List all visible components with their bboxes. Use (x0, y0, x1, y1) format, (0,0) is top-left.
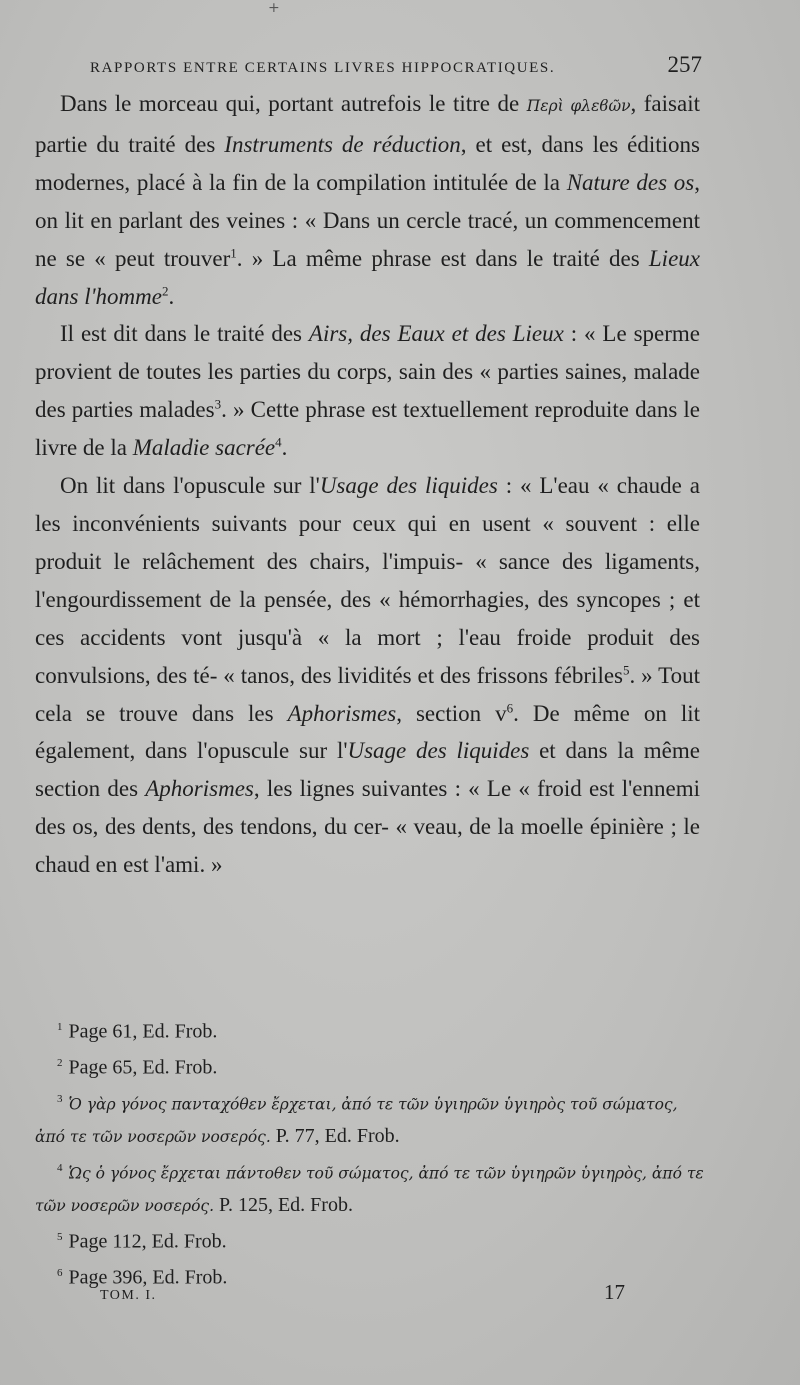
footnote: $^2$ Page 65, Ed. Frob. (57, 1056, 218, 1079)
footnote-mark: 1 (57, 1021, 63, 1033)
footnote-mark: 6 (57, 1267, 63, 1280)
greek-quote: Ὡς ὁ γόνος ἔρχεται πάντοθεν τοῦ σώματος, ἀπό τε τῶν ὑγιηρῶν ὑγιηρὸς, ἀπό τε τῶν νοσερῶν νοσερός. (35, 1164, 704, 1216)
footnote: $^6$ Page 396, Ed. Frob. (57, 1267, 228, 1290)
footnote-ref: 3 (214, 396, 222, 412)
page-footer (100, 1280, 625, 1305)
book-title: Usage des liquides (319, 473, 498, 499)
footnote-ref: 5 (623, 661, 630, 677)
paragraph-2: Il est dit dans le traité des Airs, des Eaux et des Lieux : « Le sperme provient de toutes les parties du corps, sain des « parties saines, malade des parties malades$^3$. » Cette phrase est textuellement reproduite dans le livre de la Maladie sacrée$^4$. (35, 321, 701, 461)
running-head: RAPPORTS ENTRE CERTAINS LIVRES HIPPOCRATIQUES. (90, 60, 556, 76)
footnote: $^5$ Page 112, Ed. Frob. (57, 1231, 227, 1254)
book-title: Lieux dans l'homme (35, 245, 700, 309)
footnote-ref: 2 (161, 282, 169, 298)
greek-title: Περὶ φλεϐῶν (526, 97, 631, 115)
volume-label: TOM. I. (100, 1288, 157, 1303)
footnote-ref: 6 (506, 699, 514, 715)
paragraph-1: Dans le morceau qui, portant autrefois le titre de Περὶ φλεϐῶν, faisait partie du traité des Instruments de réduction, et est, dans les éditions modernes, placé à la fin de la compilation intitulée de la Nature des os, on lit en parlant des veines : « Dans un cercle tracé, un commencement ne se « peut trouver$^1$. » La même phrase est dans le traité des Lieux dans l'homme$^2$. (35, 91, 701, 309)
greek-quote: Ὁ γὰρ γόνος πανταχόθεν ἔρχεται, ἀπό τε τῶν ὑγιηρῶν ὑγιηρὸς τοῦ σώματος, ἀπό τε τῶν νοσερῶν νοσερός. (35, 1095, 678, 1146)
footnote-mark: 5 (57, 1231, 63, 1244)
book-title: Aphorismes (145, 776, 254, 802)
book-title: Instruments de réduction (224, 131, 461, 157)
footnote-ref: 4 (275, 434, 282, 450)
book-title: Usage des liquides (347, 738, 530, 764)
paragraph-3: On lit dans l'opuscule sur l'Usage des liquides : « L'eau « chaude a les inconvénients suivants pour ceux qui en usent « souvent : elle produit le relâchement des chairs, l'impuis- « sance des ligaments, l'engourdissement de la pensée, des « hémorrhagies, des syncopes ; et ces accidents vont jusqu'à « la mort ; l'eau froide produit des convulsions, des té- « tanos, des lividités et des frissons fébriles$^5$. » Tout cela se trouve dans les Aphorismes, section $v^6$. De même on lit également, dans l'opuscule sur l'Usage des liquides et dans la même section des Aphorismes, les lignes suivantes : « Le « froid est l'ennemi des os, des dents, des tendons, du cer- « veau, de la moelle épinière ; le chaud en est l'ami. » (35, 473, 700, 878)
book-title: Airs, des Eaux et des Lieux (308, 321, 564, 347)
book-title: Nature des os (566, 169, 695, 195)
footnote: $^3$ Ὁ γὰρ γόνος πανταχόθεν ἔρχεται, ἀπό τε τῶν ὑγιηρῶν ὑγιηρὸς τοῦ σώματος, ἀπό τε τῶν νοσερῶν νοσερός. P. 77, Ed. Frob. (35, 1092, 678, 1147)
footnote: $^4$ Ὡς ὁ γόνος ἔρχεται πάντοθεν τοῦ σώματος, ἀπό τε τῶν ὑγιηρῶν ὑγιηρὸς, ἀπό τε τῶν νοσερῶν νοσερός. P. 125, Ed. Frob. (35, 1162, 704, 1217)
page-header (90, 52, 702, 78)
footnote: $^1$ Page 61, Ed. Frob. (57, 1020, 218, 1043)
main-text (35, 85, 700, 884)
book-title: Aphorismes (287, 700, 397, 726)
page-number: 257 (667, 52, 702, 77)
printers-mark: + (268, 0, 280, 16)
footnote-mark: 2 (57, 1056, 63, 1069)
footnote-mark: 4 (57, 1162, 63, 1175)
footnote-mark: 3 (57, 1092, 63, 1105)
footnotes (35, 1012, 705, 1294)
footnote-ref: 1 (230, 244, 237, 260)
signature-mark: 17 (604, 1280, 625, 1304)
book-title: Maladie sacrée (132, 435, 276, 461)
